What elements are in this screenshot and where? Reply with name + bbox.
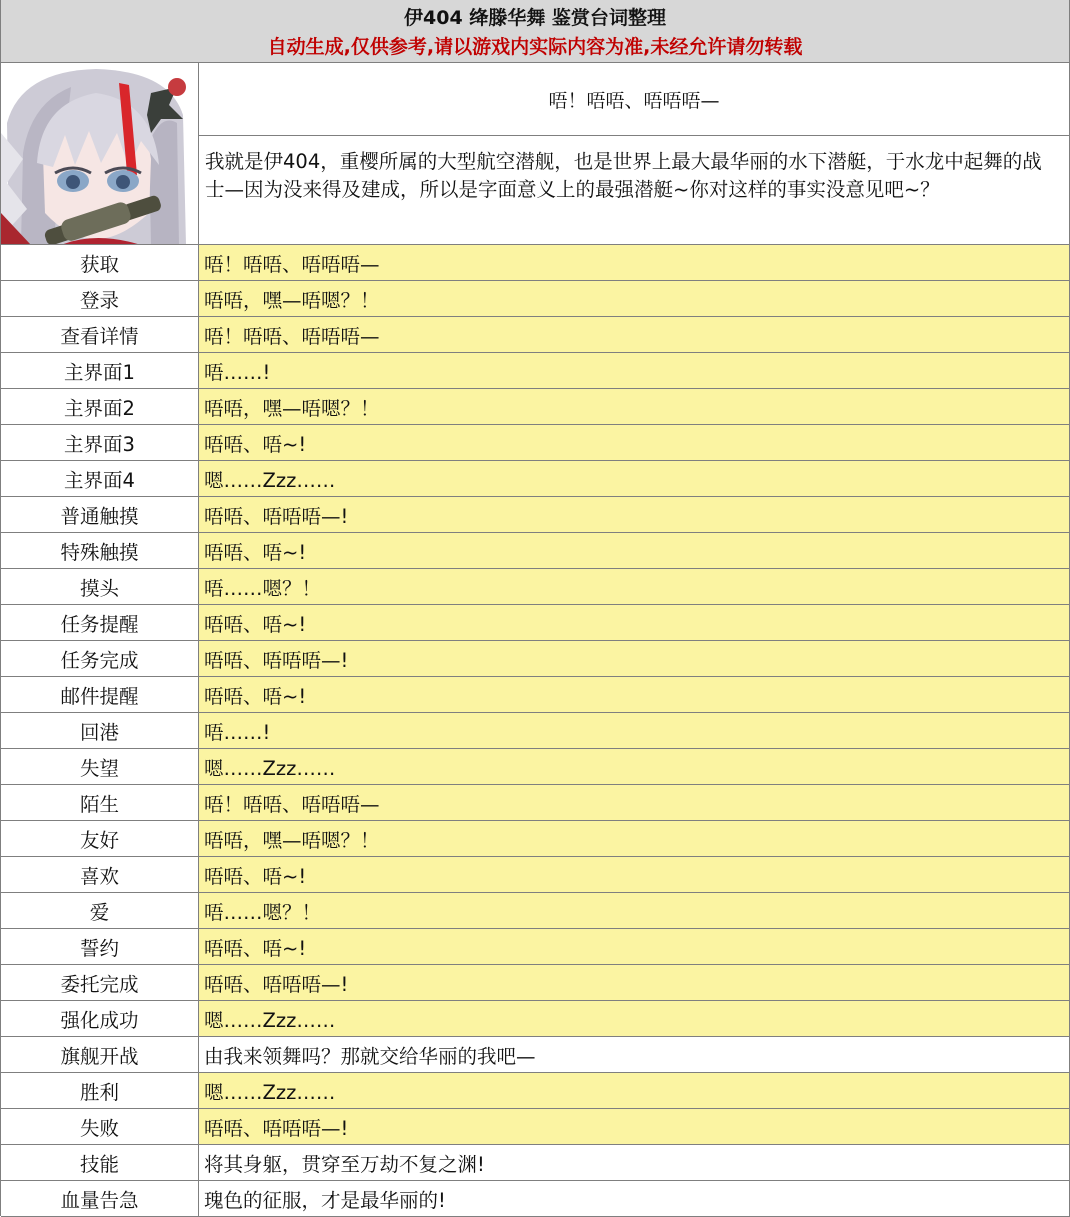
table-row (1, 713, 1070, 749)
row-label: 失败 (1, 1109, 199, 1145)
table-row (1, 1001, 1070, 1037)
row-line: 唔唔、唔~! (199, 533, 1070, 569)
intro-description-text: 我就是伊404，重樱所属的大型航空潜舰，也是世界上最大最华丽的水下潜艇，于水龙中起舞的战士—因为没来得及建成，所以是字面意义上的最强潜艇~你对这样的事实没意见吧~？ (205, 150, 1042, 201)
table-row (1, 461, 1070, 497)
row-line: 唔……嗯？！ (199, 893, 1070, 929)
table-row (1, 821, 1070, 857)
table-row (1, 893, 1070, 929)
table-row (1, 749, 1070, 785)
table-row (1, 677, 1070, 713)
table-row (1, 1145, 1070, 1181)
intro-greeting (199, 63, 1070, 136)
voice-line-table (1, 245, 1070, 1217)
row-line: 瑰色的征服，才是最华丽的! (199, 1181, 1070, 1217)
table-row (1, 929, 1070, 965)
row-line: 嗯……Zzz…… (199, 1073, 1070, 1109)
row-label: 主界面3 (1, 425, 199, 461)
row-line: 将其身躯，贯穿至万劫不复之渊! (199, 1145, 1070, 1181)
table-row (1, 497, 1070, 533)
table-row (1, 1181, 1070, 1217)
character-portrait-illustration (1, 63, 199, 245)
row-label: 回港 (1, 713, 199, 749)
table-row (1, 389, 1070, 425)
row-label: 任务完成 (1, 641, 199, 677)
sheet-title: 伊404 绛滕华舞 鉴赏台词整理 (404, 7, 666, 29)
row-label: 特殊触摸 (1, 533, 199, 569)
table-row (1, 1109, 1070, 1145)
row-label: 陌生 (1, 785, 199, 821)
row-label: 获取 (1, 245, 199, 281)
copyright-notice: 自动生成,仅供参考,请以游戏内实际内容为准,未经允许请勿转载 (267, 36, 803, 58)
row-label: 喜欢 (1, 857, 199, 893)
row-line: 唔唔，嘿—唔嗯？！ (199, 821, 1070, 857)
table-row (1, 641, 1070, 677)
row-label: 强化成功 (1, 1001, 199, 1037)
row-label: 胜利 (1, 1073, 199, 1109)
table-row (1, 569, 1070, 605)
row-line: 唔唔，嘿—唔嗯？！ (199, 389, 1070, 425)
row-label: 血量告急 (1, 1181, 199, 1217)
table-row (1, 605, 1070, 641)
table-row (1, 965, 1070, 1001)
row-label: 失望 (1, 749, 199, 785)
row-line: 唔唔，嘿—唔嗯？！ (199, 281, 1070, 317)
row-line: 嗯……Zzz…… (199, 749, 1070, 785)
intro-description (199, 136, 1070, 245)
row-line: 唔！唔唔、唔唔唔— (199, 785, 1070, 821)
row-line: 唔……! (199, 713, 1070, 749)
row-line: 唔唔、唔~! (199, 605, 1070, 641)
row-label: 誓约 (1, 929, 199, 965)
intro-greeting-text: 唔！唔唔、唔唔唔— (548, 89, 720, 112)
row-label: 旗舰开战 (1, 1037, 199, 1073)
table-row (1, 245, 1070, 281)
row-label: 主界面2 (1, 389, 199, 425)
table-row (1, 281, 1070, 317)
row-label: 登录 (1, 281, 199, 317)
row-line: 唔！唔唔、唔唔唔— (199, 245, 1070, 281)
row-line: 唔唔、唔唔唔—! (199, 497, 1070, 533)
row-label: 邮件提醒 (1, 677, 199, 713)
row-line: 唔唔、唔唔唔—! (199, 1109, 1070, 1145)
table-row (1, 1037, 1070, 1073)
row-label: 主界面4 (1, 461, 199, 497)
row-line: 唔唔、唔唔唔—! (199, 965, 1070, 1001)
sheet-header (1, 0, 1070, 63)
row-line: 唔唔、唔~! (199, 929, 1070, 965)
table-row (1, 353, 1070, 389)
row-label: 技能 (1, 1145, 199, 1181)
row-label: 委托完成 (1, 965, 199, 1001)
row-label: 摸头 (1, 569, 199, 605)
character-portrait (1, 63, 199, 245)
row-line: 唔唔、唔唔唔—! (199, 641, 1070, 677)
row-line: 唔唔、唔~! (199, 857, 1070, 893)
table-row (1, 425, 1070, 461)
table-row (1, 533, 1070, 569)
row-line: 唔……嗯？！ (199, 569, 1070, 605)
row-label: 爱 (1, 893, 199, 929)
row-label: 普通触摸 (1, 497, 199, 533)
row-line: 唔唔、唔~! (199, 425, 1070, 461)
row-label: 查看详情 (1, 317, 199, 353)
table-row (1, 785, 1070, 821)
row-line: 唔唔、唔~! (199, 677, 1070, 713)
row-label: 友好 (1, 821, 199, 857)
row-line: 嗯……Zzz…… (199, 461, 1070, 497)
row-line: 唔！唔唔、唔唔唔— (199, 317, 1070, 353)
table-row (1, 317, 1070, 353)
row-line: 由我来领舞吗？那就交给华丽的我吧— (199, 1037, 1070, 1073)
table-row (1, 1073, 1070, 1109)
row-label: 主界面1 (1, 353, 199, 389)
row-line: 嗯……Zzz…… (199, 1001, 1070, 1037)
row-line: 唔……! (199, 353, 1070, 389)
table-row (1, 857, 1070, 893)
row-label: 任务提醒 (1, 605, 199, 641)
